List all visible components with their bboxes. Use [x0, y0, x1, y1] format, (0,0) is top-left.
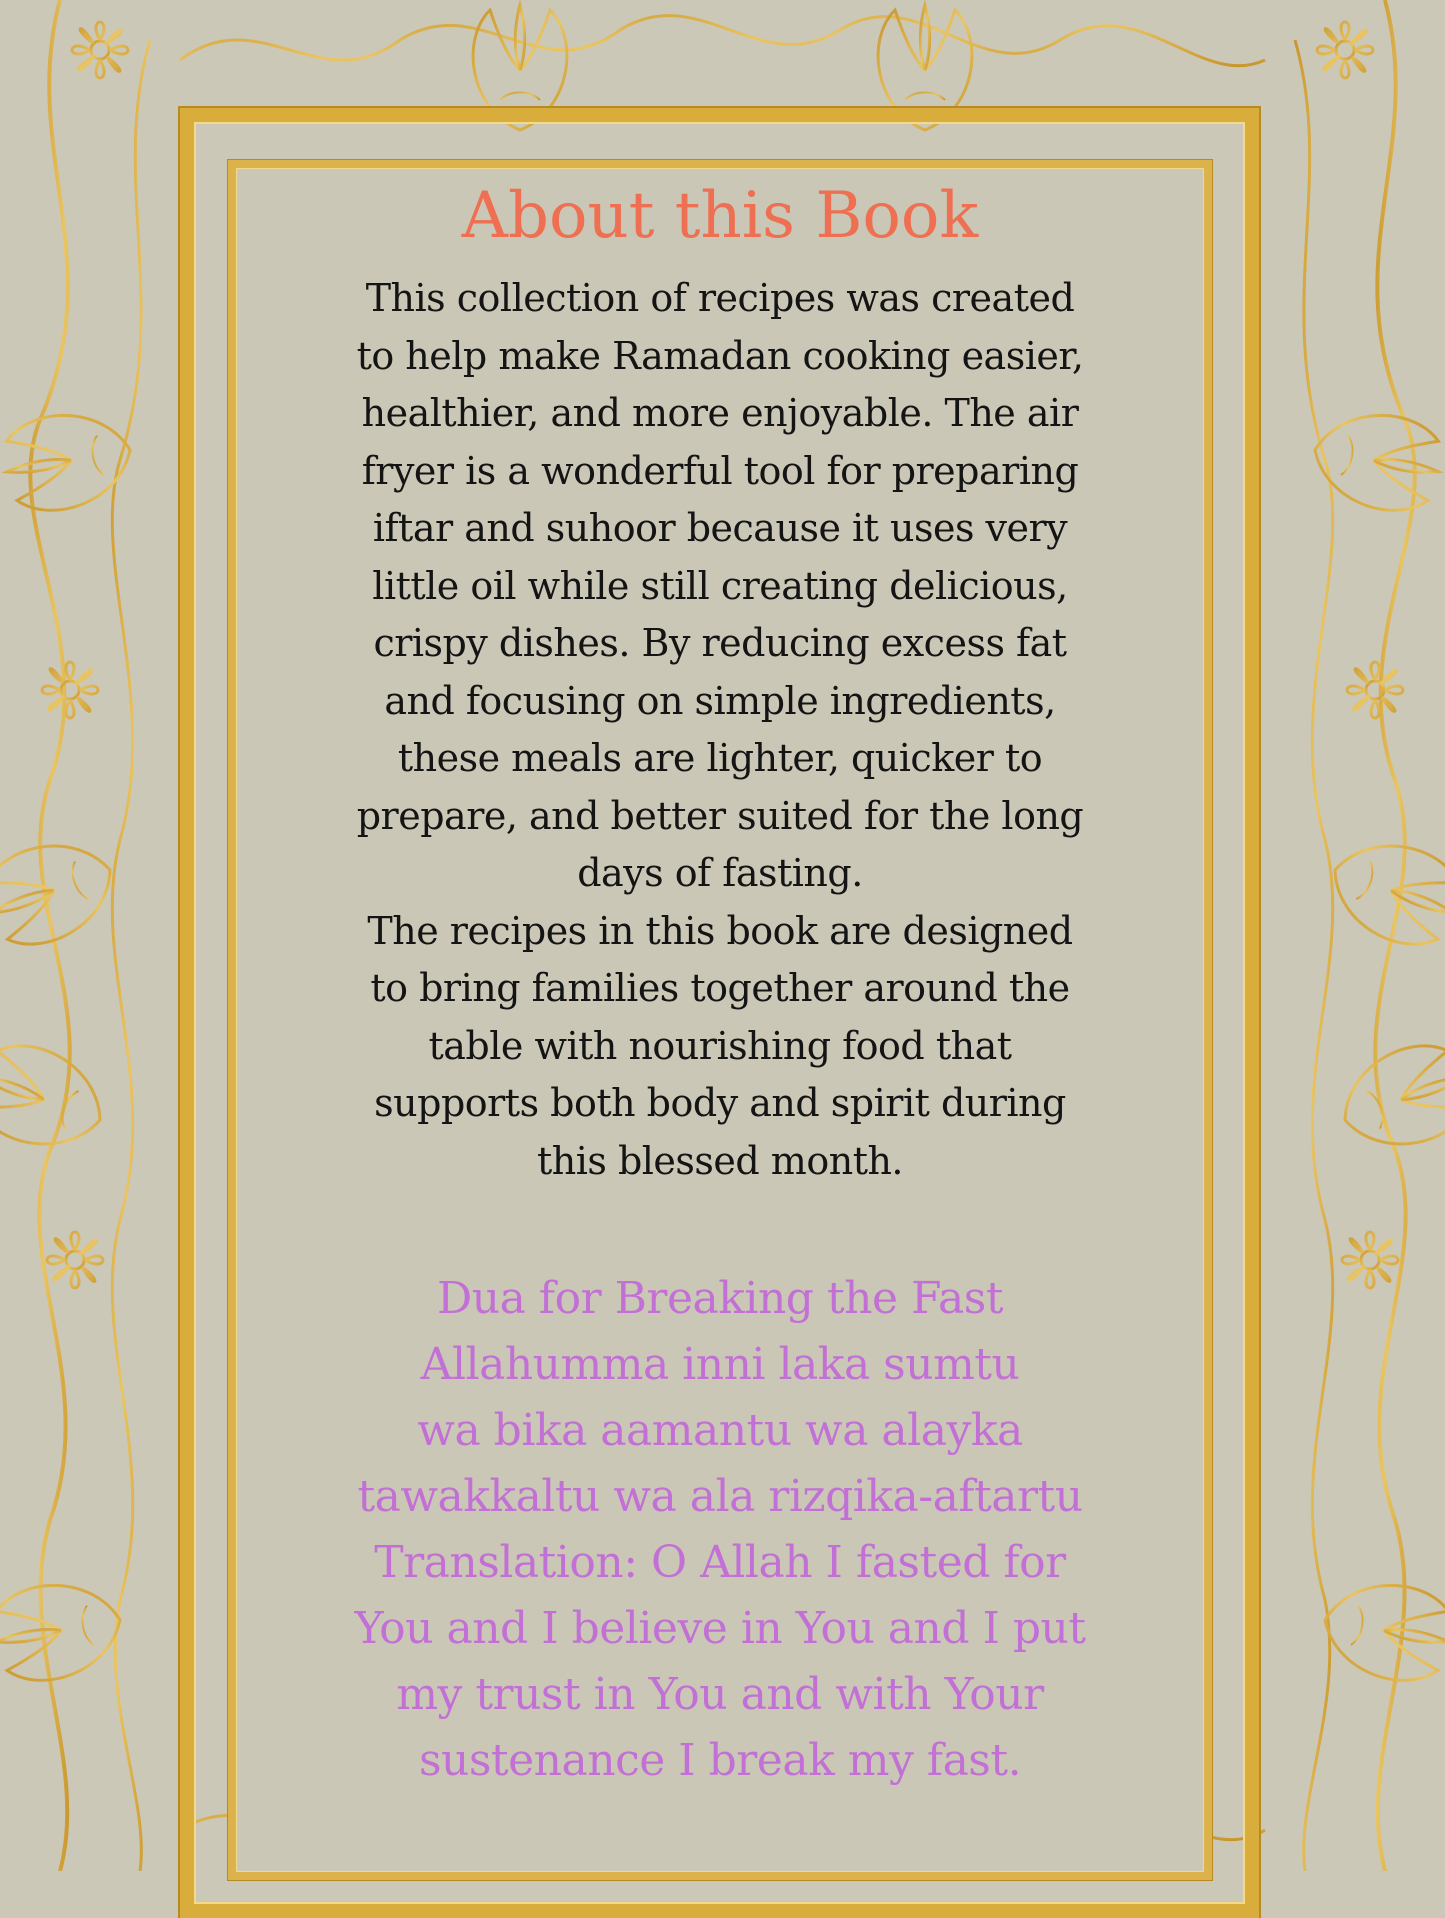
- dua-block: [300, 1266, 1140, 1794]
- translation-line: my trust in You and with Your: [396, 1669, 1044, 1720]
- dua-line: wa bika aamantu wa alayka: [417, 1405, 1023, 1456]
- translation-line: Translation: O Allah I fasted for: [374, 1537, 1066, 1588]
- text-line: table with nourishing food that: [428, 1023, 1012, 1068]
- text-line: and focusing on simple ingredients,: [384, 678, 1056, 723]
- text-line: fryer is a wonderful tool for preparing: [361, 448, 1079, 493]
- dua-line: tawakkaltu wa ala rizqika-aftartu: [357, 1471, 1083, 1522]
- text-line: crispy dishes. By reducing excess fat: [373, 621, 1067, 665]
- about-paragraph-1: [300, 270, 1140, 903]
- text-line: The recipes in this book are designed: [367, 908, 1073, 953]
- about-paragraph-2: [300, 903, 1140, 1191]
- text-line: supports both body and spirit during: [374, 1081, 1066, 1125]
- dua-line: Allahumma inni laka sumtu: [420, 1339, 1020, 1390]
- text-line: prepare, and better suited for the long: [356, 793, 1084, 838]
- content-panel: [300, 168, 1140, 1794]
- text-line: these meals are lighter, quicker to: [397, 736, 1043, 780]
- text-line: days of fasting.: [577, 851, 863, 895]
- page-title: About this Book: [461, 179, 979, 253]
- text-line: This collection of recipes was created: [365, 276, 1075, 320]
- dua-heading: Dua for Breaking the Fast: [436, 1273, 1004, 1324]
- text-line: iftar and suhoor because it uses very: [372, 506, 1068, 550]
- text-line: this blessed month.: [536, 1138, 904, 1183]
- text-line: to bring families together around the: [370, 966, 1070, 1010]
- text-line: to help make Ramadan cooking easier,: [356, 333, 1084, 378]
- translation-line: sustenance I break my fast.: [418, 1735, 1022, 1786]
- translation-line: You and I believe in You and I put: [354, 1603, 1086, 1654]
- text-line: little oil while still creating delicious,: [372, 563, 1068, 608]
- text-line: healthier, and more enjoyable. The air: [361, 391, 1079, 435]
